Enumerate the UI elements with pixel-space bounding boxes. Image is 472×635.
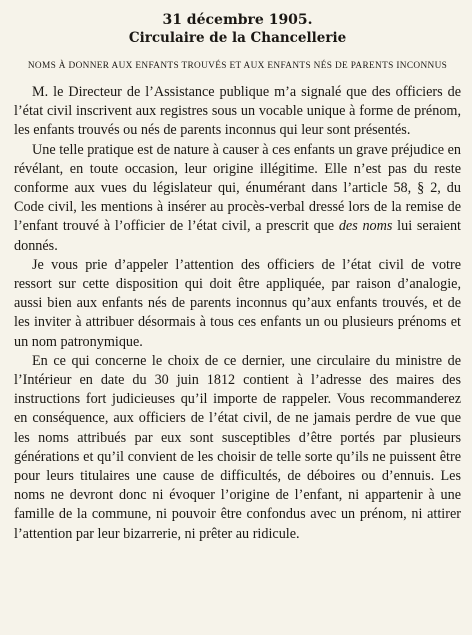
paragraph-4 bbox=[14, 352, 461, 544]
paragraph-text: En ce qui concerne le choix de ce dernier, une circulaire du ministre de l’Intérieur en date du 30 juin 1812 contient à l’adresse des maires des instructions fort judicieuses qu’il importe de rappeler. Vous recommanderez en conséquence, aux officiers de l’état civil, de ne jamais perdre de vue que les noms attribués par eux sont susceptibles d’être portés par plusieurs générations et qu’il convient de les choisir de telle sorte qu’ils ne puissent être pour leurs titulaires une cause de difficultés, de déboires ou d’ennuis. Les noms ne devront donc ni évoquer l’origine de l’enfant, ni appartenir à une famille de la commune, ni pouvoir être confondus avec un prénom, ni attirer l’attention par leur bizarrerie, ni prêter au ridicule. bbox=[14, 352, 461, 542]
document-date: 31 décembre 1905. bbox=[162, 12, 313, 28]
document-heading: NOMS À DONNER AUX ENFANTS TROUVÉS ET AUX ENFANTS NÉS DE PARENTS INCONNUS bbox=[27, 61, 448, 71]
document-body bbox=[14, 83, 461, 544]
paragraph-text: Une telle pratique est de nature à causer à ces enfants un grave préjudice en révélant, en toute occasion, leur origine illégitime. Elle n’est pas du reste conforme aux vues du législateur qui, énumérant dans l’article 58, § 2, du Code civil, les mentions à insérer au procès-verbal dressé lors de la remise de l’enfant trouvé à l’officier de l’état civil, a prescrit que bbox=[14, 141, 461, 235]
paragraph-3 bbox=[14, 256, 461, 352]
paragraph-emphasis: des noms bbox=[338, 218, 393, 235]
paragraph-text: lui seraient donnés. bbox=[14, 218, 461, 254]
document-title: Circulaire de la Chancellerie bbox=[128, 30, 347, 46]
paragraph-text: Je vous prie d’appeler l’attention des officiers de l’état civil de votre ressort sur cette disposition qui doit être appliquée, par raison d’analogie, aussi bien aux enfants nés de parents inconnus qu’aux enfants trouvés, et de les inviter à attribuer désormais à tous ces enfants un ou plusieurs prénoms et un nom patronymique. bbox=[14, 256, 461, 350]
paragraph-text: M. le Directeur de l’Assistance publique m’a signalé que des officiers de l’état civil inscrivent aux registres sous un vocable unique à forme de prénom, les enfants trouvés ou nés de parents inconnus qui leur sont présentés. bbox=[14, 84, 461, 139]
paragraph-2 bbox=[14, 141, 461, 256]
paragraph-1 bbox=[14, 83, 461, 141]
